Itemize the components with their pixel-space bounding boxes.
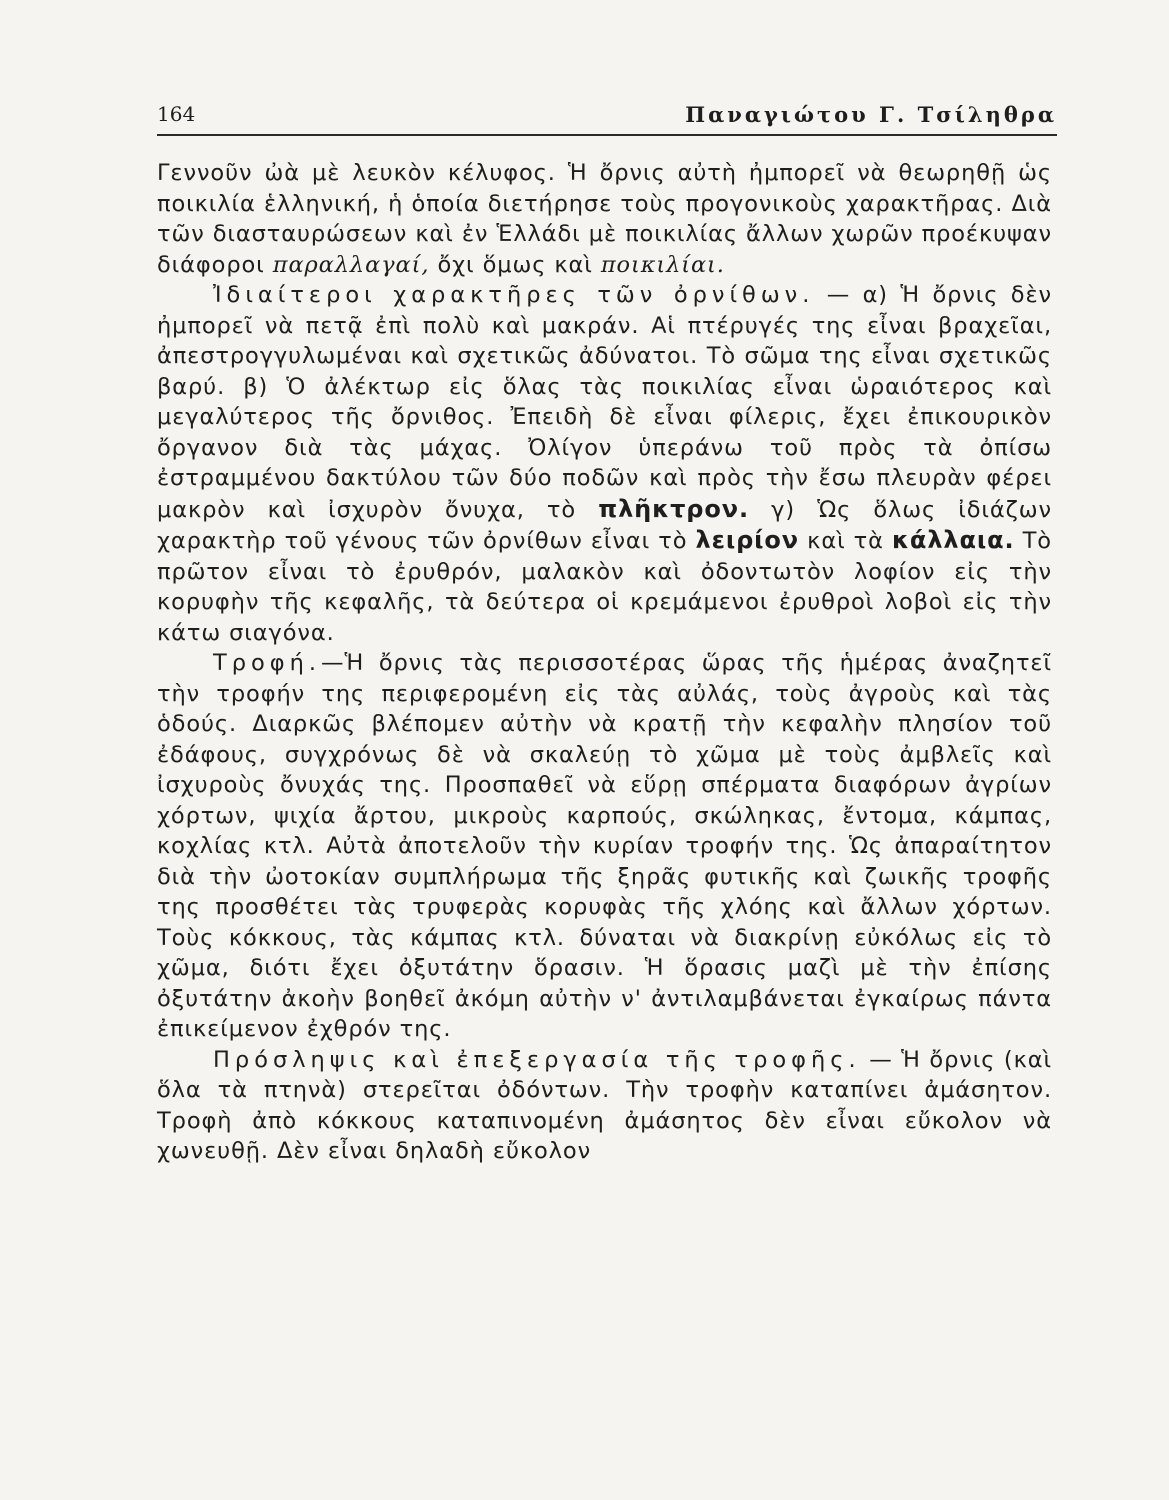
section-heading-food: Τροφή. <box>213 650 322 676</box>
running-head: Παναγιώτου Γ. Τσίληθρα <box>685 102 1057 127</box>
paragraph-4-text: — Ἡ ὄρνις (καὶ ὅλα τὰ πτηνὰ) στερεῖται ὀδόντων. Τὴν τροφὴν καταπίνει ἀμάσητον. Τροφὴ ἀπὸ κόκκους καταπινομένη ἀμάσητος δὲν εἶναι εὔκολον νὰ χωνευθῇ. Δὲν εἶναι δηλαδὴ εὔκολον <box>157 1046 1053 1164</box>
paragraph-3 <box>157 648 1052 1045</box>
paragraph-3-text: —Ἡ ὄρνις τὰς περισσοτέρας ὥρας τῆς ἡμέρας ἀναζητεῖ τὴν τροφήν της περιφερομένη εἰς τὰς αὐλάς, τοὺς ἀγροὺς καὶ τὰς ὁδούς. Διαρκῶς βλέπομεν αὐτὴν νὰ κρατῇ τὴν κεφαλὴν πλησίον τοῦ ἐδάφους, συγχρόνως δὲ νὰ σκαλεύῃ τὸ χῶμα μὲ τοὺς ἀμβλεῖς καὶ ἰσχυροὺς ὄνυχάς της. Προσπαθεῖ νὰ εὕρῃ σπέρματα διαφόρων ἀγρίων χόρτων, ψιχία ἄρτου, μικροὺς καρπούς, σκώληκας, ἔντομα, κάμπας, κοχλίας κτλ. Αὐτὰ ἀποτελοῦν τὴν κυρίαν τροφήν της. Ὡς ἀπαραίτητον διὰ τὴν ὠοτοκίαν συμπλήρωμα τῆς ξηρᾶς φυτικῆς καὶ ζωικῆς τροφῆς της προσθέτει τὰς τρυφερὰς κορυφὰς τῆς χλόης καὶ ἄλλων χόρτων. Τοὺς κόκκους, τὰς κάμπας κτλ. δύναται νὰ διακρίνῃ εὐκόλως εἰς τὸ χῶμα, διότι ἔχει ὀξυτάτην ὅρασιν. Ἡ ὅρασις μαζὶ μὲ τὴν ἐπίσης ὀξυτάτην ἀκοὴν βοηθεῖ ἀκόμη αὐτὴν ν' ἀντιλαμβάνεται ἐγκαίρως πάντα ἐπικείμενον ἐχθρόν της. <box>157 650 1052 1042</box>
paragraph-2 <box>157 280 1052 648</box>
paragraph-1 <box>157 158 1052 280</box>
paragraph-2-text-d: Τὸ πρῶτον εἶναι τὸ ἐρυθρόν, μαλακὸν καὶ ὀδοντωτὸν λοφίον εἰς τὴν κορυφὴν τῆς κεφαλῆς, τὰ δεύτερα οἱ κρεμάμενοι ἐρυθροὶ λοβοὶ εἰς τὴν κάτω σιαγόνα. <box>157 528 1052 646</box>
bold-term-kallaia: κάλλαια. <box>891 526 1015 554</box>
paragraph-1-text-a: Γεννοῦν ὠὰ μὲ λευκὸν κέλυφος. Ἡ ὄρνις αὐτὴ ἠμπορεῖ νὰ θεωρηθῇ ὡς ποικιλία ἑλληνική, ἡ ὁποία διετήρησε τοὺς προγονικοὺς χαρακτῆρας. Διὰ τῶν διασταυρώσεων καὶ ἐν Ἑλλάδι μὲ ποικιλίας ἄλλων χωρῶν προέκυψαν διάφοροι <box>157 160 1052 278</box>
paragraph-2-text-b: γ) Ὡς ὅλως ἰδιάζων χαρακτὴρ τοῦ γένους τῶν ὀρνίθων εἶναι τὸ <box>157 496 1052 554</box>
section-heading-characteristics: Ἰδιαίτεροι χαρακτῆρες τῶν ὀρνίθων. <box>213 282 815 308</box>
page-number: 164 <box>157 102 196 126</box>
bold-term-plektron: πλῆκτρον. <box>598 494 750 523</box>
italic-term-poikiliai: ποικιλίαι. <box>600 251 725 278</box>
paragraph-2-text-c: καὶ τὰ <box>799 528 884 554</box>
body-text <box>157 158 1052 1167</box>
page-header <box>157 98 1057 136</box>
paragraph-4 <box>157 1045 1052 1167</box>
bold-term-leirion: λειρίον <box>695 526 800 554</box>
paragraph-1-text-b: ὄχι ὅμως καὶ <box>437 251 593 278</box>
section-heading-food-processing: Πρόσληψις καὶ ἐπεξεργασία τῆς τροφῆς. <box>213 1046 861 1073</box>
italic-term-parallagai: παραλλαγαί, <box>272 251 430 278</box>
paragraph-2-text-a: — α) Ἡ ὄρνις δὲν ἠμπορεῖ νὰ πετᾷ ἐπὶ πολὺ καὶ μακράν. Αἱ πτέρυγές της εἶναι βραχεῖαι, ἀπεστρογγυλωμέναι καὶ σχετικῶς ἀδύνατοι. Τὸ σῶμα της εἶναι σχετικῶς βαρύ. β) Ὁ ἀλέκτωρ εἰς ὅλας τὰς ποικιλίας εἶναι ὡραιότερος καὶ μεγαλύτερος τῆς ὄρνιθος. Ἐπειδὴ δὲ εἶναι φίλερις, ἔχει ἐπικουρικὸν ὄργανον διὰ τὰς μάχας. Ὀλίγον ὑπεράνω τοῦ πρὸς τὰ ὀπίσω ἐστραμμένου δακτύλου τῶν δύο ποδῶν καὶ πρὸς τὴν ἔσω πλευρὰν φέρει μακρὸν καὶ ἰσχυρὸν ὄνυχα, τὸ <box>157 282 1052 523</box>
